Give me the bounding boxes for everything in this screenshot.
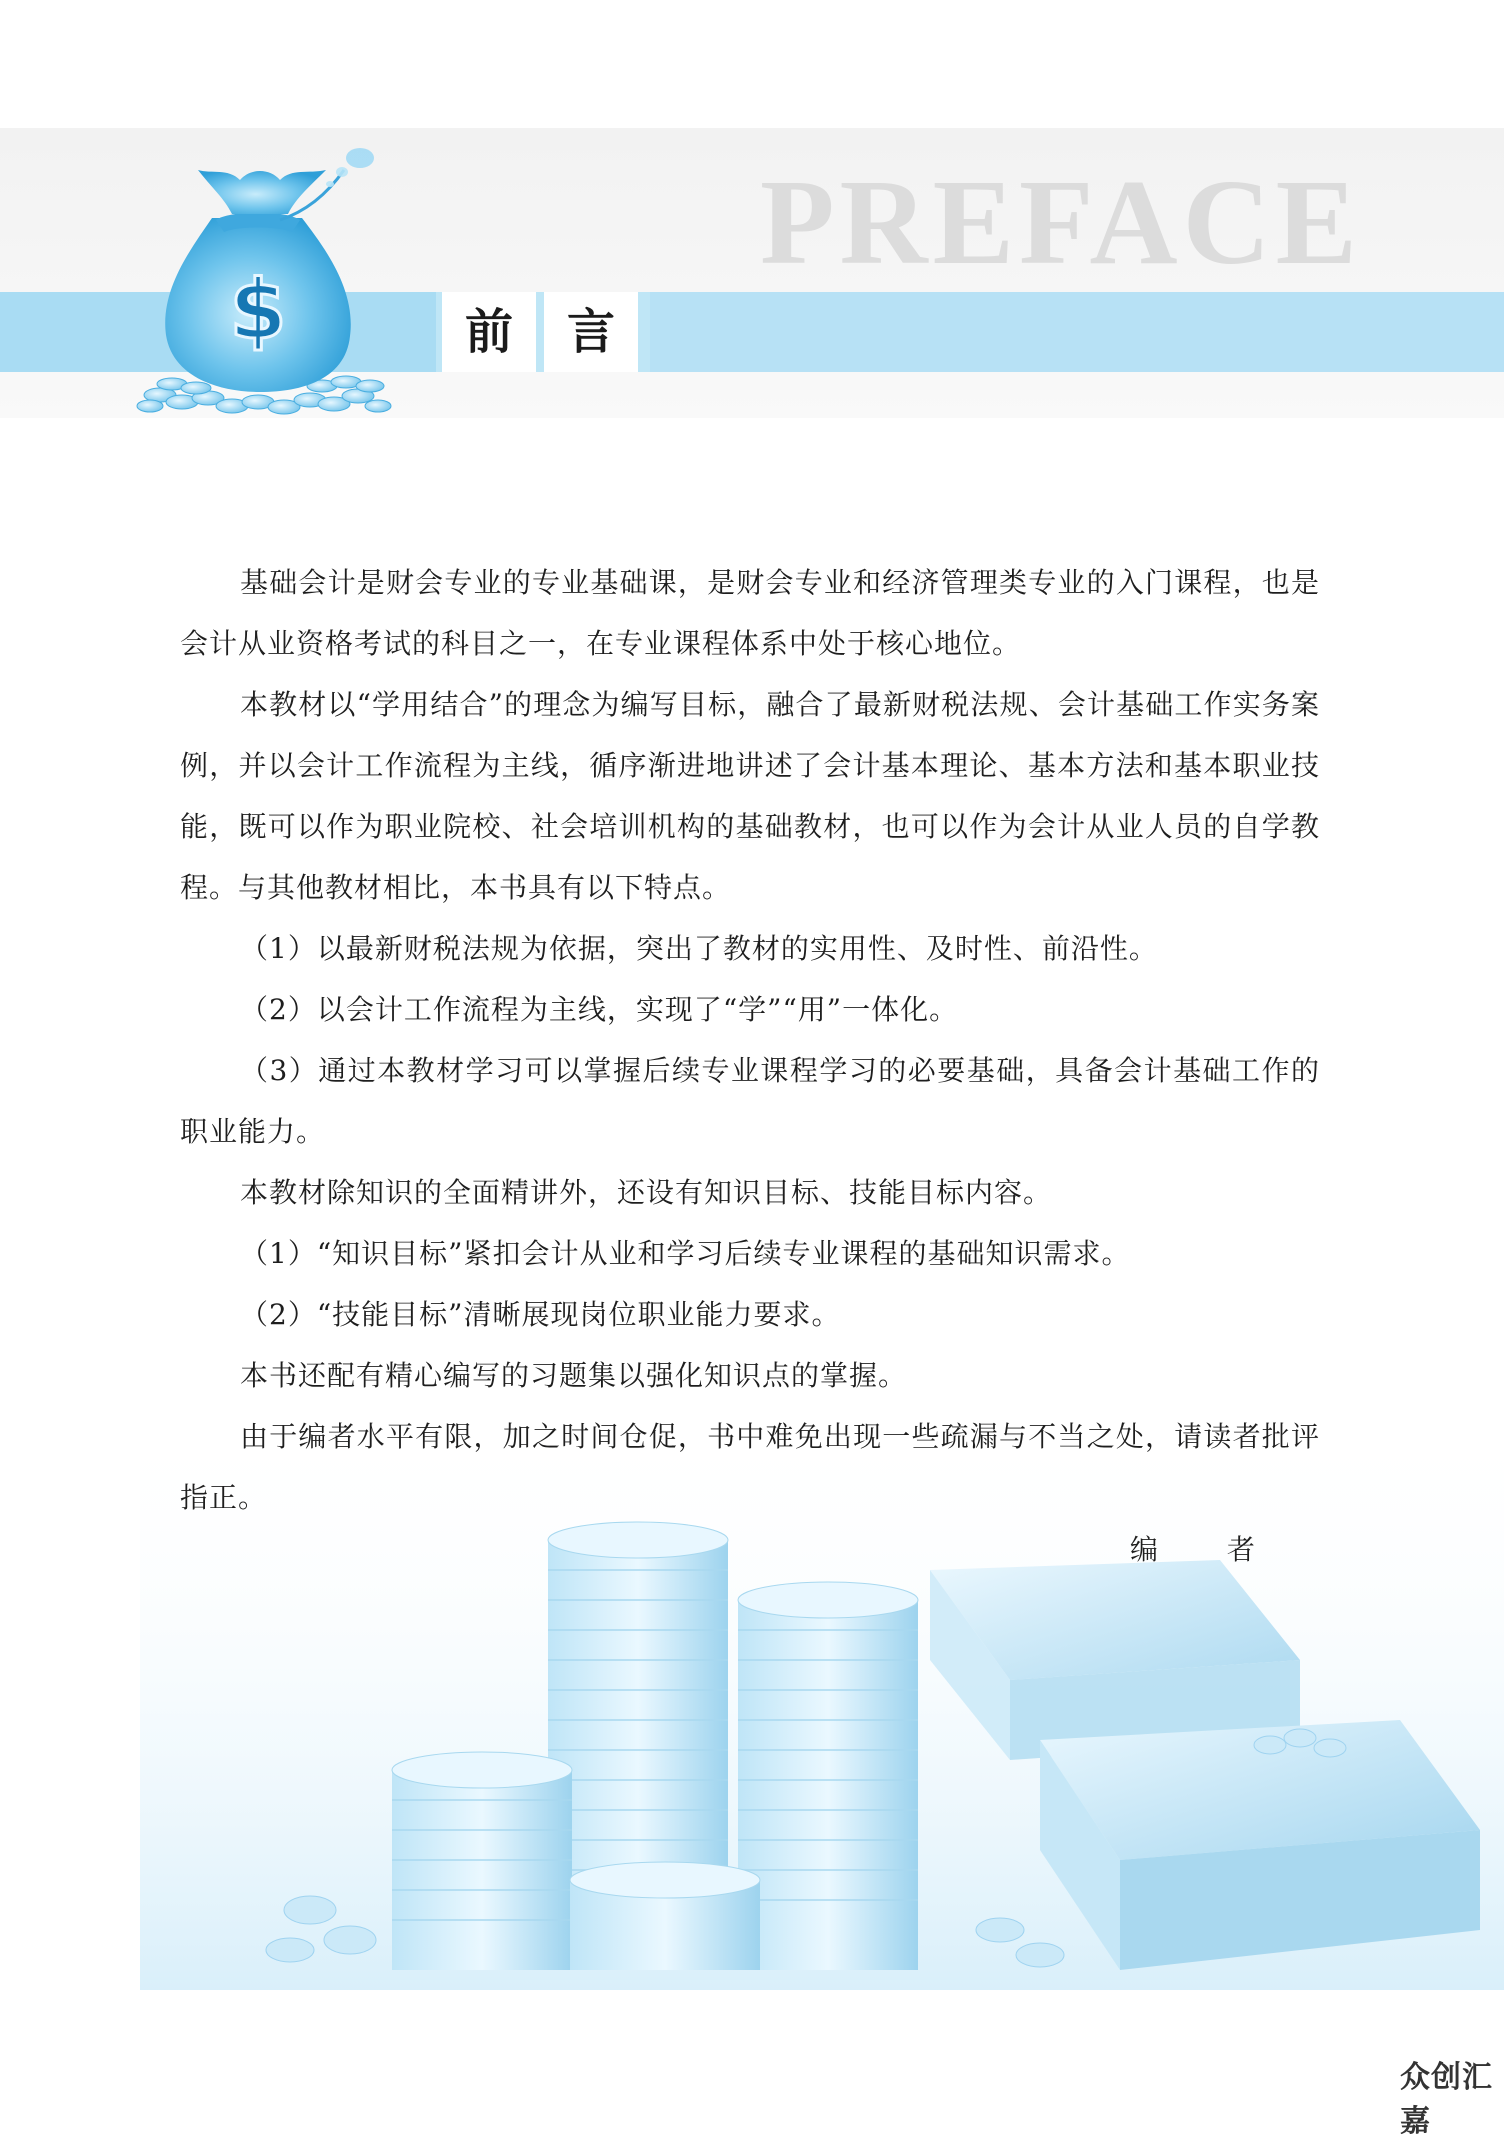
goal-item-1: （1）“知识目标”紧扣会计从业和学习后续专业课程的基础知识需求。 xyxy=(240,1237,1131,1270)
title-gap xyxy=(538,292,542,372)
title-char-2: 言 xyxy=(544,292,638,372)
dollar-icon: $ xyxy=(229,263,287,358)
paragraph-1: 基础会计是财会专业的专业基础课，是财会专业和经济管理类专业的入门课程，也是会计从业资格考试的科目之一，在专业课程体系中处于核心地位。 xyxy=(180,566,1320,660)
author-signature: 编 者 xyxy=(1130,1533,1285,1566)
watermark-text: 众创汇嘉 xyxy=(1400,2060,1493,2139)
paragraph-2: 本教材以“学用结合”的理念为编写目标，融合了最新财税法规、会计基础工作实务案例，并以会计工作流程为主线，循序渐进地讲述了会计基本理论、基本方法和基本职业技能，既可以作为职业院校、社会培训机构的基础教材，也可以作为会计从业人员的自学教程。与其他教材相比，本书具有以下特点。 xyxy=(180,688,1320,904)
paragraph-4: 本书还配有精心编写的习题集以强化知识点的掌握。 xyxy=(240,1359,908,1392)
preface-heading-english: PREFACE xyxy=(760,155,1363,290)
money-bag-icon xyxy=(120,140,400,420)
paragraph-5: 由于编者水平有限，加之时间仓促，书中难免出现一些疏漏与不当之处，请读者批评指正。 xyxy=(180,1420,1320,1514)
goal-item-2: （2）“技能目标”清晰展现岗位职业能力要求。 xyxy=(240,1298,841,1331)
feature-item-3: （3）通过本教材学习可以掌握后续专业课程学习的必要基础，具备会计基础工作的职业能力。 xyxy=(180,1054,1320,1148)
feature-item-1: （1）以最新财税法规为依据，突出了教材的实用性、及时性、前沿性。 xyxy=(240,932,1158,965)
title-bar-right xyxy=(650,292,1504,372)
paragraph-3: 本教材除知识的全面精讲外，还设有知识目标、技能目标内容。 xyxy=(240,1176,1053,1209)
preface-body xyxy=(180,552,1320,1528)
title-char-1: 前 xyxy=(442,292,536,372)
feature-item-2: （2）以会计工作流程为主线，实现了“学”“用”一体化。 xyxy=(240,993,959,1026)
